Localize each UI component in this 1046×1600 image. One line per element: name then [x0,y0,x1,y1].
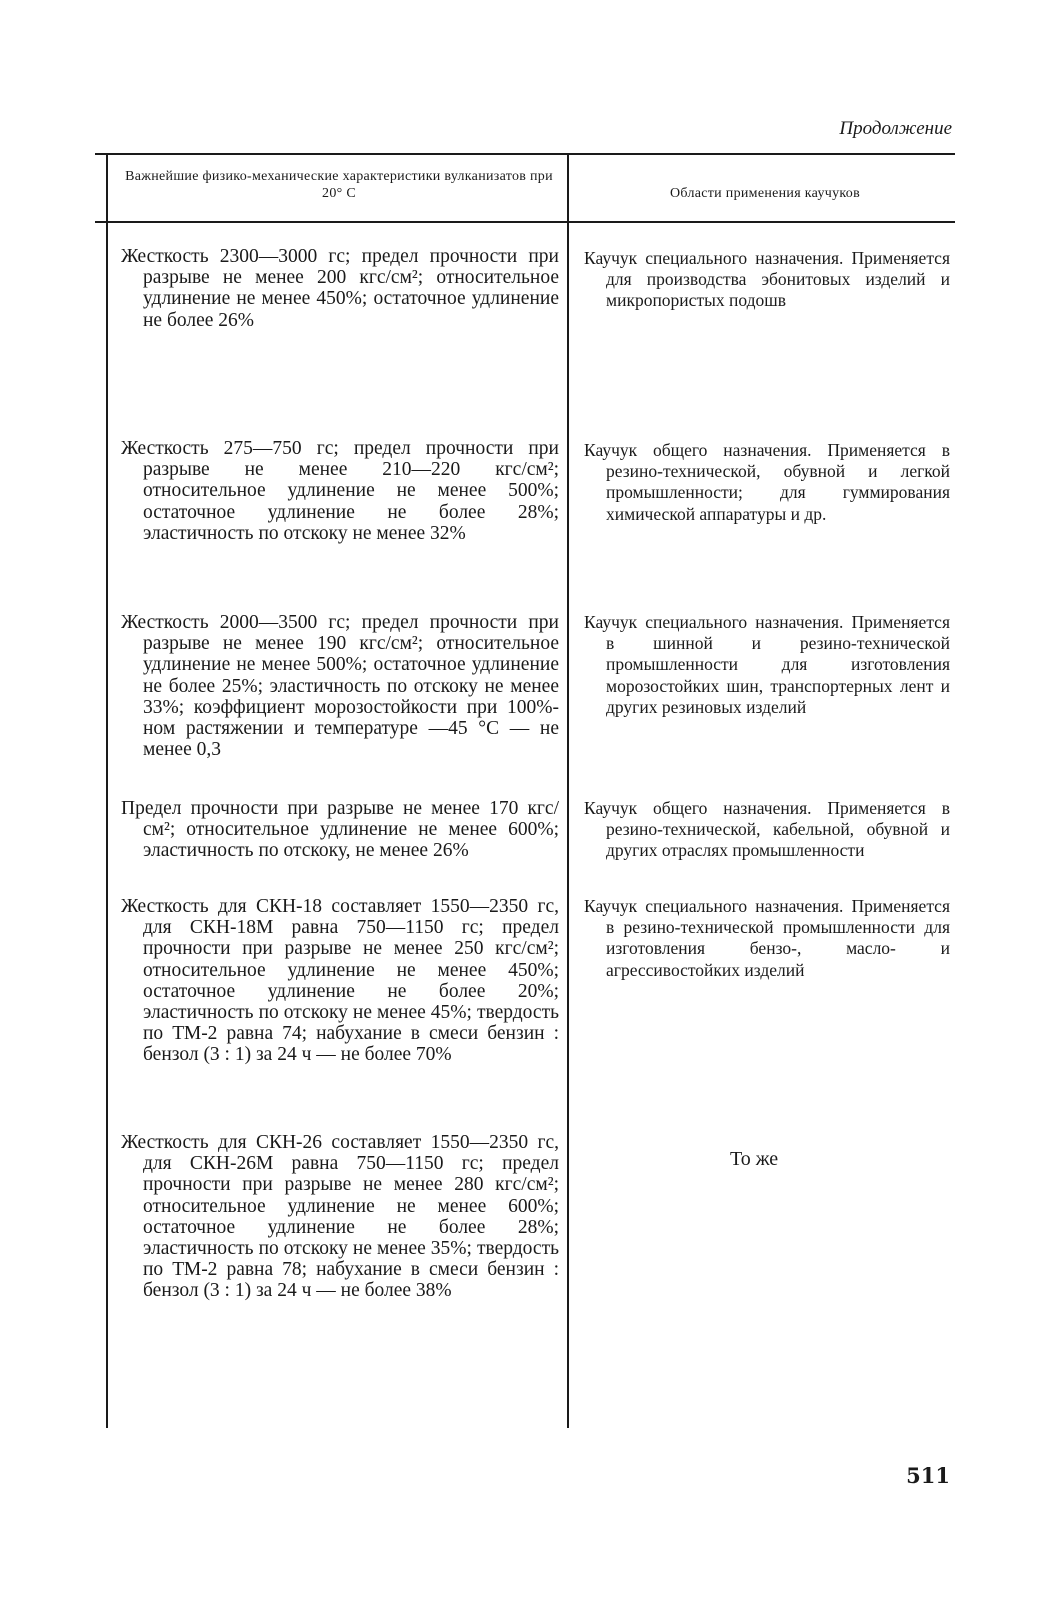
row-5-applications: Каучук специального назначения. Применяется в резино-технической промышленности для изготовления бензо-, масло- и агрессивостойких изделий [584,896,950,980]
table-column-divider [567,153,569,1428]
row-3-properties: Жесткость 2000—3500 гс; предел прочности при разрыве не менее 190 кгс/см²; относительное удлинение не менее 500%; остаточное удлинение не более 25%; эластичность по отскоку не менее 33%; коэффициент морозостойкости при 100%-ном растяжении и температуре —45 °С — не менее 0,3 [121,612,559,761]
row-6-applications: То же [730,1148,779,1170]
row-2-properties: Жесткость 275—750 гс; предел прочности при разрыве не менее 210—220 кгс/см²; относительное удлинение не менее 500%; остаточное удлинение не более 28%; эластичность по отскоку не менее 32% [121,438,559,544]
table-left-rule [106,153,108,1428]
table-header-rule [95,221,955,223]
table-top-rule [95,153,955,155]
header-properties: Важнейшие физико-механические характеристики вулканизатов при 20° С [125,169,553,201]
row-5-properties: Жесткость для СКН-18 составляет 1550—2350 гс, для СКН-18М равна 750—1150 гс; предел прочности при разрыве не менее 250 кгс/см²; относительное удлинение не менее 450%; остаточное удлинение не более 20%; эластичность по отскоку не менее 45%; твердость по ТМ-2 равна 74; набухание в смеси бензин : бензол (3 : 1) за 24 ч — не более 70% [121,896,559,1066]
row-3-applications: Каучук специального назначения. Применяется в шинной и резино-технической промышленности для изготовления морозостойких шин, транспортерных лент и других резиновых изделий [584,612,950,717]
row-2-applications: Каучук общего назначения. Применяется в резино-технической, обувной и легкой промышленности; для гуммирования химической аппаратуры и др. [584,440,950,524]
row-1-applications: Каучук специального назначения. Применяется для производства эбонитовых изделий и микропористых подошв [584,248,950,311]
row-4-applications: Каучук общего назначения. Применяется в резино-технической, кабельной, обувной и других отраслях промышленности [584,798,950,861]
row-6-properties: Жесткость для СКН-26 составляет 1550—2350 гс, для СКН-26М равна 750—1150 гс; предел прочности при разрыве не менее 280 кгс/см²; относительное удлинение не менее 600%; остаточное удлинение не более 28%; эластичность по отскоку не менее 35%; твердость по ТМ-2 равна 78; набухание в смеси бензин : бензол (3 : 1) за 24 ч — не более 38% [121,1132,559,1302]
continued-label: Продолжение [839,118,952,139]
row-1-properties: Жесткость 2300—3000 гс; предел прочности при разрыве не менее 200 кгс/см²; относительное удлинение не менее 450%; остаточное удлинение не более 26% [121,246,559,331]
row-4-properties: Предел прочности при разрыве не менее 170 кгс/см²; относительное удлинение не менее 600%; эластичность по отскоку, не менее 26% [121,798,559,862]
page-number: 511 [906,1463,950,1488]
header-applications: Области применения каучуков [669,186,861,201]
